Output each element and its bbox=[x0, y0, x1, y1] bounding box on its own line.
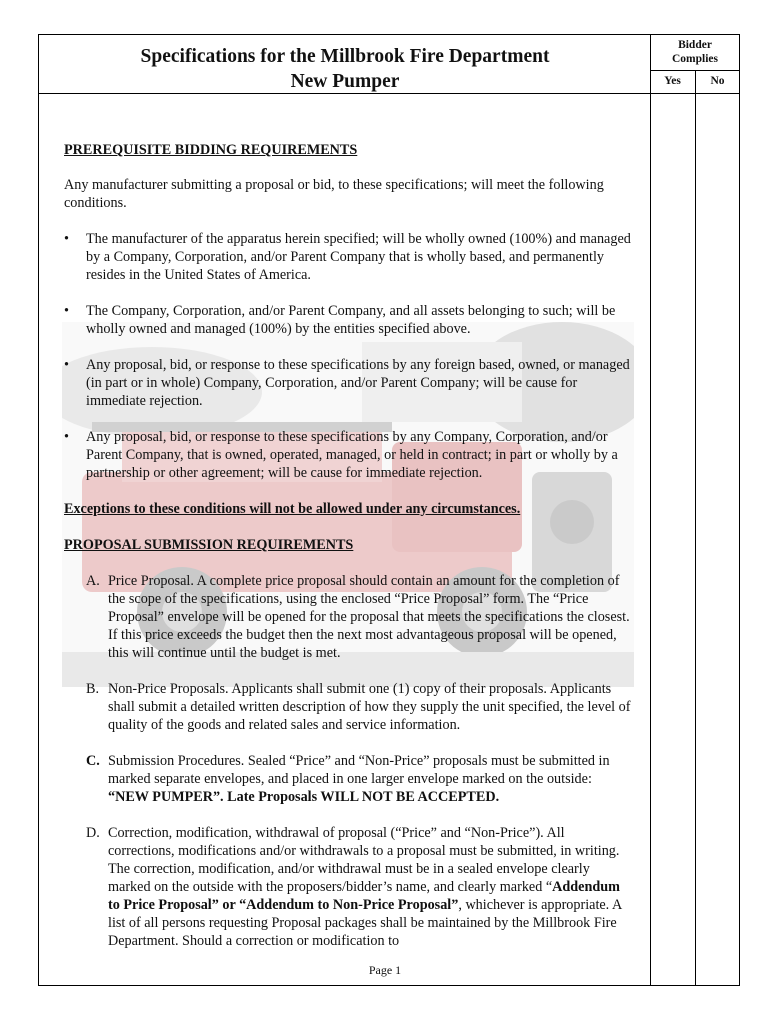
bidder-complies-header bbox=[650, 38, 740, 66]
page-number: Page 1 bbox=[368, 963, 402, 977]
item-text-cont: , whichever is appropriate. A list of all persons requesting Proposal packages shall be maintained by the Millbrook Fire Department. Should a correction or modification to bbox=[108, 897, 622, 949]
prereq-bullet-list bbox=[64, 230, 634, 482]
document-body bbox=[64, 141, 634, 950]
bidder-header-divider bbox=[650, 70, 740, 71]
prereq-intro: Any manufacturer submitting a proposal or bid, to these specifications; will meet the following conditions. bbox=[64, 177, 604, 211]
item-text: Submission Procedures. Sealed “Price” and “Non-Price” proposals must be submitted in marked separate envelopes, and placed in one larger envelope marked on the outside: bbox=[108, 753, 610, 787]
bidder-label: Bidder bbox=[678, 39, 712, 51]
item-marker: C. bbox=[86, 753, 100, 769]
item-text-bold: Addendum to Price Proposal” or “Addendum to Non-Price Proposal” bbox=[108, 879, 620, 913]
column-divider-main bbox=[650, 34, 651, 986]
proposal-item-d bbox=[86, 824, 634, 950]
column-divider-yes-no bbox=[695, 70, 696, 986]
prereq-heading: PREREQUISITE BIDDING REQUIREMENTS bbox=[64, 142, 358, 158]
proposal-list bbox=[64, 572, 634, 950]
item-text: Correction, modification, withdrawal of proposal (“Price” and “Non-Price”). All corrections, modifications and/or withdrawals to a proposal must be submitted, in writing. The correction, modification, and/or withdrawal must be in a sealed envelope clearly marked on the outside with the proposers/bidder’s name, and clearly marked “ bbox=[108, 825, 620, 895]
bullet-item: • The manufacturer of the apparatus herein specified; will be wholly owned (100%) and managed by a Company, Corporation, and/or Parent Company that is wholly based, and permanently resides in the United States of America. bbox=[64, 230, 634, 284]
proposal-item-b bbox=[86, 680, 634, 734]
title-line-1: Specifications for the Millbrook Fire Department bbox=[140, 46, 550, 67]
bullet-item: • Any proposal, bid, or response to these specifications by any Company, Corporation, and/or Parent Company, that is owned, operated, managed, or held in contract; in part or wholly by a partnership or other agreement; will be cause for immediate rejection. bbox=[64, 428, 634, 482]
title-line-2: New Pumper bbox=[290, 71, 400, 92]
yes-column-header: Yes bbox=[664, 75, 681, 87]
proposal-heading: PROPOSAL SUBMISSION REQUIREMENTS bbox=[64, 537, 354, 553]
item-text-bold: “NEW PUMPER”. Late Proposals WILL NOT BE ACCEPTED. bbox=[108, 789, 500, 805]
no-column-header: No bbox=[710, 75, 725, 87]
exceptions-notice: Exceptions to these conditions will not be allowed under any circumstances. bbox=[64, 501, 521, 517]
proposal-item-a bbox=[86, 572, 634, 662]
item-marker: A. bbox=[86, 573, 100, 589]
bullet-item: • The Company, Corporation, and/or Parent Company, and all assets belonging to such; will be wholly owned and managed (100%) by the entities specified above. bbox=[64, 302, 634, 338]
item-text: Non-Price Proposals. Applicants shall submit one (1) copy of their proposals. Applicants shall submit a detailed written description of how they supply the unit specified, the level of quality of the goods and related sales and service information. bbox=[108, 681, 631, 733]
page-title bbox=[40, 44, 650, 94]
item-marker: B. bbox=[86, 681, 100, 697]
item-marker: D. bbox=[86, 825, 100, 841]
complies-label: Complies bbox=[672, 53, 718, 65]
bullet-item: • Any proposal, bid, or response to these specifications by any foreign based, owned, or managed (in part or in whole) Company, Corporation, and/or Parent Company; will be cause for immediate rejection. bbox=[64, 356, 634, 410]
proposal-item-c bbox=[86, 752, 634, 806]
item-text: Price Proposal. A complete price proposal should contain an amount for the completion of the scope of the specifications, using the enclosed “Price Proposal” form. The “Price Proposal” envelope will be opened for the proposal that meets the specifications the closest. If this price exceeds the budget then the next most advantageous proposal will be opened, this will continue until the budget is met. bbox=[108, 573, 630, 661]
